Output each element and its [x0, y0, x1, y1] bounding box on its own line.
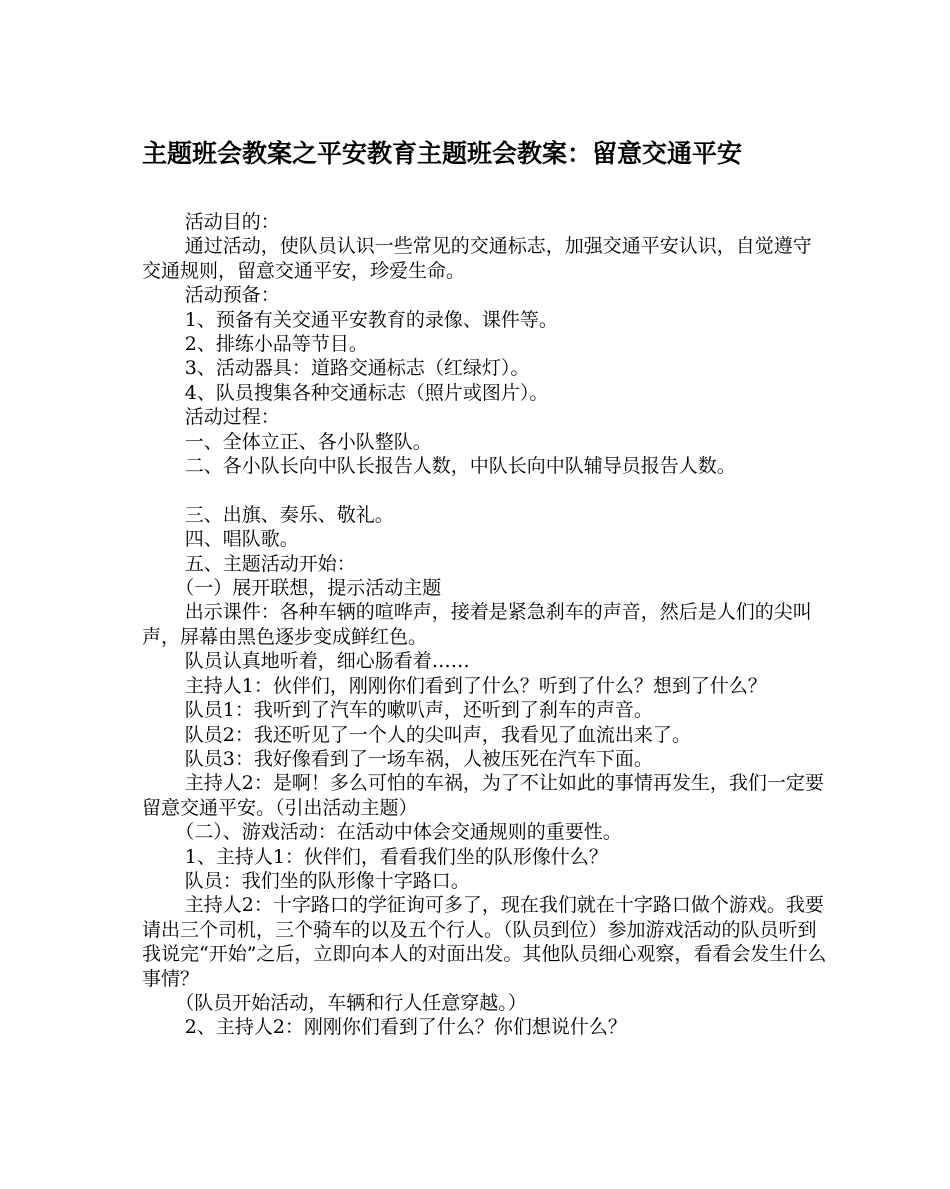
paragraph: 队员认真地听着，细心肠看着…… [184, 650, 470, 673]
paragraph: 活动目的： [184, 211, 280, 233]
paragraph: 3、活动器具：道路交通标志（红绿灯）。 [184, 357, 530, 380]
document-title: 主题班会教案之平安教育主题班会教案：留意交通平安 [142, 139, 743, 168]
blank-line [142, 478, 828, 502]
paragraph: 出示课件：各种车辆的喧哗声，接着是紧急刹车的声音，然后是人们的尖叫声，屏幕由黑色逐步变成鲜红色。 [142, 601, 812, 648]
paragraph: 主持人2：是啊！多么可怕的车祸，为了不让如此的事情再发生，我们一定要留意交通平安。（引出活动主题） [142, 772, 824, 819]
document-body [142, 210, 828, 1040]
paragraph: （队员开始活动，车辆和行人任意穿越。） [175, 991, 527, 1014]
paragraph: 队员1：我听到了汽车的嗽叭声，还听到了刹车的声音。 [184, 699, 653, 722]
paragraph: 1、预备有关交通平安教育的录像、课件等。 [184, 308, 558, 331]
paragraph: 队员：我们坐的队形像十字路口。 [184, 869, 470, 892]
paragraph: （二）、游戏活动：在活动中体会交通规则的重要性。 [175, 821, 622, 844]
paragraph: （一）展开联想，提示活动主题 [175, 577, 442, 600]
paragraph: 主持人2：十字路口的学征询可多了，现在我们就在十字路口做个游戏。我要请出三个司机，三个骑车的以及五个行人。（队员到位）参加游戏活动的队员听到我说完“开始”之后，立即向本人的对面出发。其他队员细心观察，看看会发生什么事情？ [142, 894, 827, 990]
paragraph: 主持人1：伙伴们，刚刚你们看到了什么？听到了什么？想到了什么？ [184, 674, 767, 697]
paragraph: 三、出旗、奏乐、敬礼。 [184, 503, 394, 526]
paragraph: 2、主持人2：刚刚你们看到了什么？你们想说什么？ [184, 1016, 627, 1039]
paragraph: 1、主持人1：伙伴们，看看我们坐的队形像什么？ [184, 845, 608, 868]
paragraph: 2、排练小品等节目。 [184, 333, 368, 356]
paragraph: 五、主题活动开始： [184, 552, 356, 575]
paragraph: 通过活动，使队员认识一些常见的交通标志，加强交通平安认识，自觉遵守交通规则，留意交通平安，珍爱生命。 [142, 235, 812, 282]
paragraph: 二、各小队长向中队长报告人数，中队长向中队辅导员报告人数。 [184, 455, 736, 478]
paragraph: 活动预备： [184, 284, 280, 307]
paragraph: 一、全体立正、各小队整队。 [184, 430, 432, 453]
paragraph: 四、唱队歌。 [184, 528, 299, 551]
paragraph: 队员2：我还听见了一个人的尖叫声，我看见了血流出来了。 [184, 723, 691, 746]
paragraph: 队员3：我好像看到了一场车祸，人被压死在汽车下面。 [184, 747, 653, 770]
paragraph: 活动过程： [184, 406, 280, 429]
paragraph: 4、队员搜集各种交通标志（照片或图片）。 [184, 381, 549, 404]
